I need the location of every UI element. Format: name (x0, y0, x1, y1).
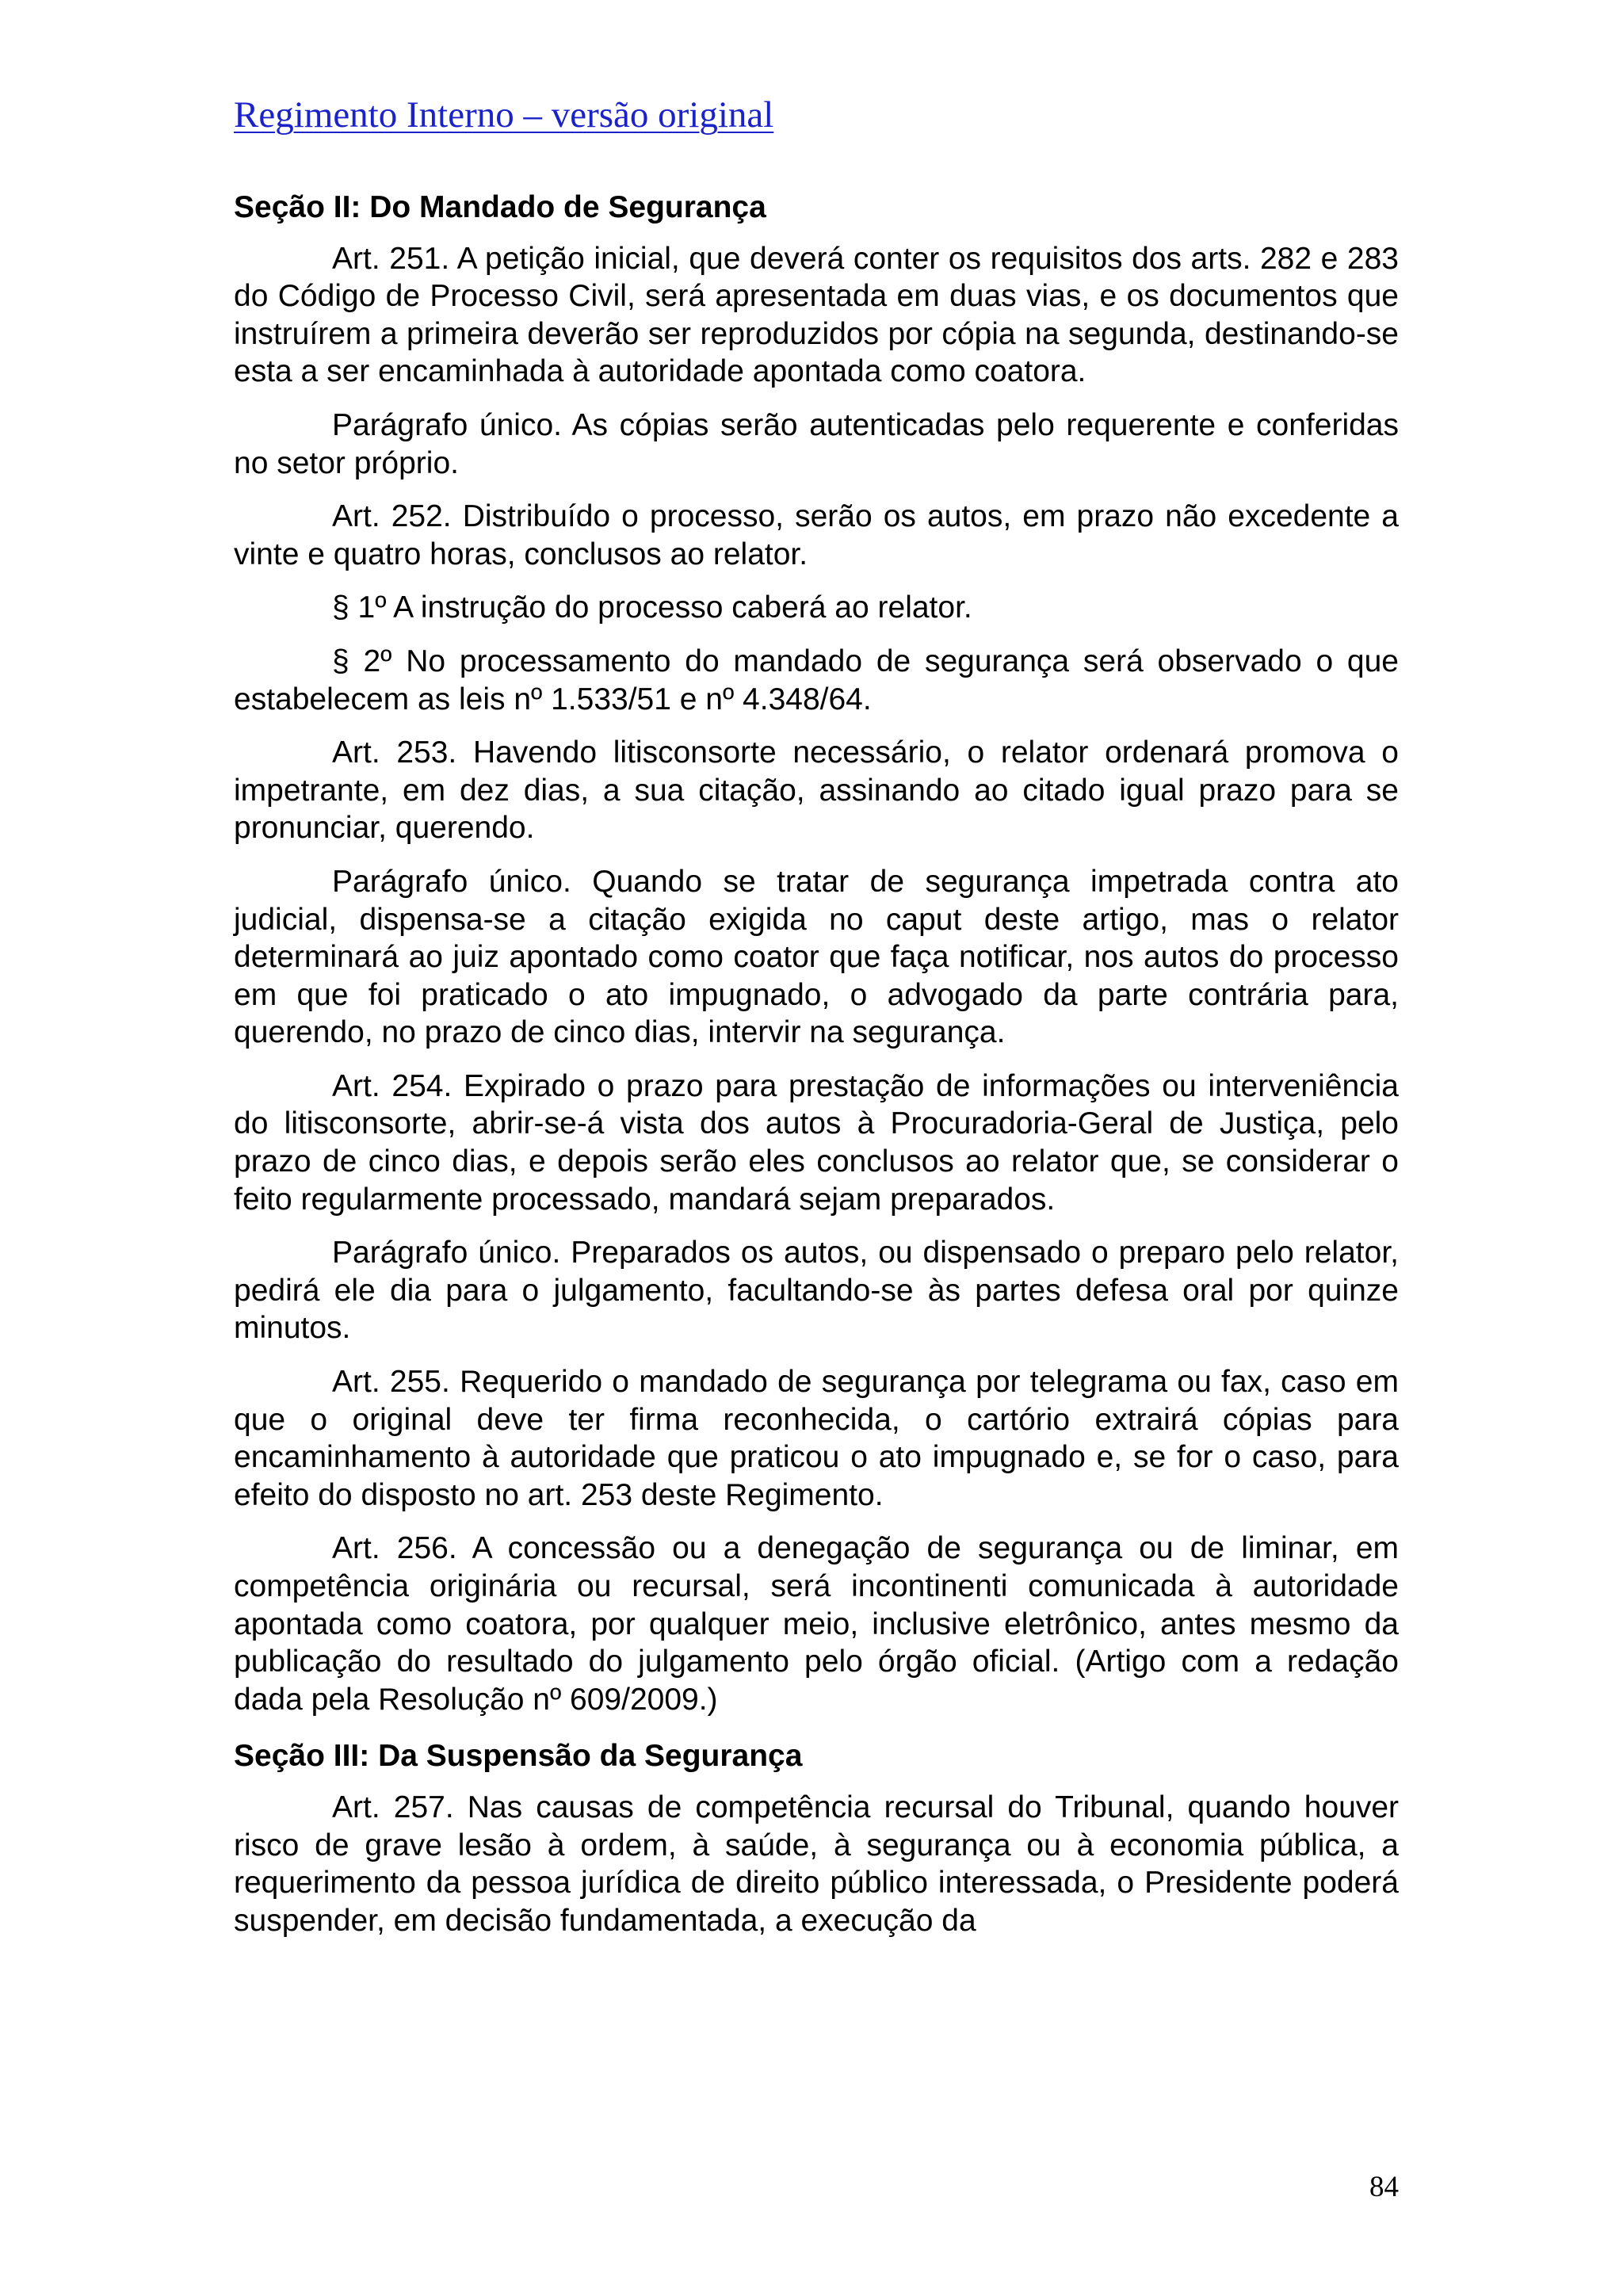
paragraph-art-257: Art. 257. Nas causas de competência recursal do Tribunal, quando houver risco de grave lesão à ordem, à saúde, à segurança ou à economia pública, a requerimento da pessoa jurídica de direito público interessada, o Presidente poderá suspender, em decisão fundamentada, a execução da (234, 1790, 1399, 1938)
paragraph-art-254-unico: Parágrafo único. Preparados os autos, ou dispensado o preparo pelo relator, pedirá ele dia para o julgamento, facultando-se às partes defesa oral por quinze minutos. (234, 1236, 1399, 1346)
paragraph-art-256: Art. 256. A concessão ou a denegação de segurança ou de liminar, em competência originária ou recursal, será incontinenti comunicada à autoridade apontada como coatora, por qualquer meio, inclusive eletrônico, antes mesmo da publicação do resultado do julgamento pelo órgão oficial. (Artigo com a redação dada pela Resolução nº 609/2009.) (234, 1531, 1399, 1717)
paragraph-art-253-unico: Parágrafo único. Quando se tratar de segurança impetrada contra ato judicial, dispensa-se a citação exigida no caput deste artigo, mas o relator determinará ao juiz apontado como coator que faça notificar, nos autos do processo em que foi praticado o ato impugnado, o advogado da parte contrária para, querendo, no prazo de cinco dias, intervir na segurança. (234, 864, 1399, 1050)
paragraph-art-252-par-2: § 2º No processamento do mandado de segurança será observado o que estabelecem as leis nº 1.533/51 e nº 4.348/64. (234, 644, 1399, 716)
paragraph-art-251-unico: Parágrafo único. As cópias serão autenticadas pelo requerente e conferidas no setor próprio. (234, 407, 1399, 480)
section-title-mandado: Seção II: Do Mandado de Segurança (234, 190, 766, 224)
section-title-suspensao: Seção III: Da Suspensão da Segurança (234, 1739, 803, 1774)
paragraph-art-255: Art. 255. Requerido o mandado de segurança por telegrama ou fax, caso em que o original deve ter firma reconhecida, o cartório extrairá cópias para encaminhamento à autoridade que praticou o ato impugnado e, se for o caso, para efeito do disposto no art. 253 deste Regimento. (234, 1365, 1399, 1512)
document-body (234, 189, 1399, 1939)
paragraph-art-254: Art. 254. Expirado o prazo para prestação de informações ou interveniência do litisconsorte, abrir-se-á vista dos autos à Procuradoria-Geral de Justiça, pelo prazo de cinco dias, e depois serão eles conclusos ao relator que, se considerar o feito regularmente processado, mandará sejam preparados. (234, 1068, 1399, 1217)
paragraph-art-253: Art. 253. Havendo litisconsorte necessário, o relator ordenará promova o impetrante, em dez dias, a sua citação, assinando ao citado igual prazo para se pronunciar, querendo. (234, 735, 1399, 846)
paragraph-art-252: Art. 252. Distribuído o processo, serão os autos, em prazo não excedente a vinte e quatro horas, conclusos ao relator. (234, 499, 1399, 571)
header-link[interactable]: Regimento Interno – versão original (234, 94, 774, 136)
page-number: 84 (1369, 2171, 1399, 2203)
paragraph-art-252-par-1: § 1º A instrução do processo caberá ao relator. (332, 590, 972, 625)
paragraph-art-251: Art. 251. A petição inicial, que deverá conter os requisitos dos arts. 282 e 283 do Código de Processo Civil, será apresentada em duas vias, e os documentos que instruírem a primeira deverão ser reproduzidos por cópia na segunda, destinando-se esta a ser encaminhada à autoridade apontada como coatora. (234, 241, 1399, 389)
